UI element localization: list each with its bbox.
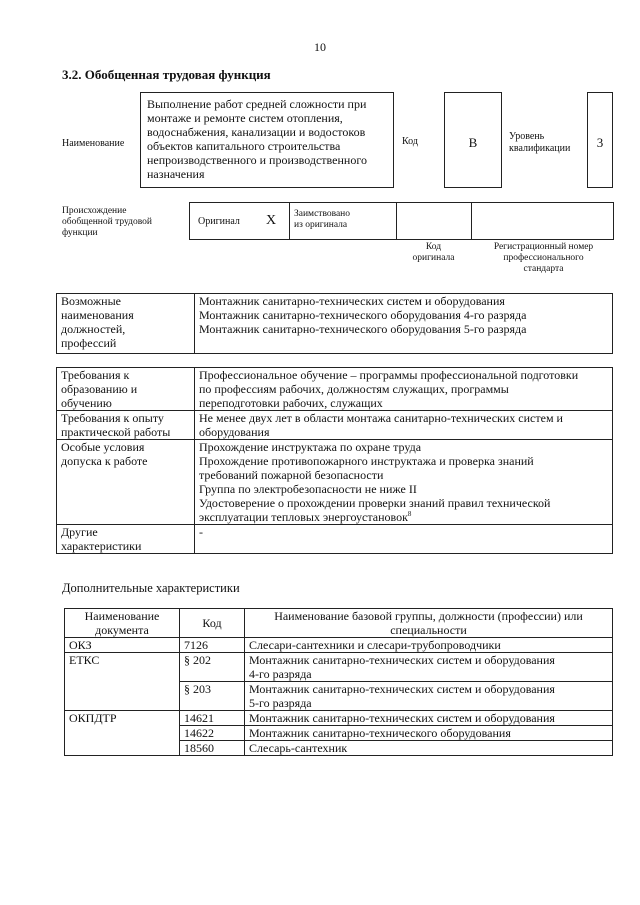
requirement-value-cell bbox=[195, 368, 613, 411]
doc-cell: ЕТКС bbox=[65, 653, 180, 711]
origin-row bbox=[189, 202, 614, 240]
name-cell bbox=[245, 726, 613, 741]
value-line: Прохождение инструктажа по охране труда bbox=[199, 440, 422, 454]
caption-line: Регистрационный номер bbox=[493, 242, 594, 252]
code-cell: § 202 bbox=[180, 653, 245, 682]
level-label-line: квалификации bbox=[509, 143, 571, 154]
table-row bbox=[65, 711, 613, 726]
code-value-box bbox=[444, 92, 502, 188]
function-name-box bbox=[140, 92, 394, 188]
table-header-row bbox=[65, 609, 613, 638]
label-line: обучению bbox=[61, 396, 112, 410]
position-item: Монтажник санитарно-технического оборудования 4-го разряда bbox=[199, 308, 527, 322]
requirement-value-cell bbox=[195, 525, 613, 554]
caption-line: оригинала bbox=[412, 253, 455, 263]
position-item: Монтажник санитарно-технического оборудования 5-го разряда bbox=[199, 322, 527, 336]
requirement-value-cell bbox=[195, 440, 613, 525]
function-name-line: Выполнение работ средней сложности при bbox=[147, 97, 367, 111]
table-row bbox=[57, 525, 613, 554]
value-line: Группа по электробезопасности не ниже II bbox=[199, 482, 417, 496]
original-mark: X bbox=[266, 213, 277, 228]
table-row bbox=[57, 368, 613, 411]
code-original-cell bbox=[397, 203, 472, 239]
requirement-label-cell bbox=[57, 525, 195, 554]
header-line: Наименование bbox=[84, 609, 160, 623]
label-line: Особые условия bbox=[61, 440, 145, 454]
name-line: 4-го разряда bbox=[249, 667, 312, 681]
origin-label-line: функции bbox=[62, 228, 98, 238]
label-line: Возможные bbox=[61, 294, 121, 308]
label-line: Другие bbox=[61, 525, 98, 539]
code-label: Код bbox=[402, 136, 418, 147]
table-row bbox=[57, 440, 613, 525]
value-line: Удостоверение о прохождении проверки знаний правил технической bbox=[199, 496, 551, 510]
page-number: 10 bbox=[314, 40, 326, 54]
positions-value-cell bbox=[195, 294, 613, 354]
label-line: профессий bbox=[61, 336, 117, 350]
origin-label-line: обобщенной трудовой bbox=[62, 217, 152, 227]
value-line: переподготовки рабочих, служащих bbox=[199, 396, 383, 410]
table-row bbox=[57, 294, 613, 354]
registration-cell bbox=[472, 203, 613, 239]
name-cell bbox=[245, 638, 613, 653]
function-name-line: водоснабжения, канализации и водостоков bbox=[147, 125, 366, 139]
value-line: Не менее двух лет в области монтажа санитарно-технических систем и bbox=[199, 411, 563, 425]
name-line: Монтажник санитарно-технических систем и оборудования bbox=[249, 653, 555, 667]
code-value: B bbox=[468, 135, 478, 150]
function-name-line: непроизводственного и производственного bbox=[147, 153, 367, 167]
value-line: Прохождение противопожарного инструктажа и проверка знаний bbox=[199, 454, 534, 468]
origin-label bbox=[62, 206, 152, 239]
original-cell bbox=[190, 203, 290, 239]
name-line: Монтажник санитарно-технического оборудования bbox=[249, 726, 511, 740]
registration-caption bbox=[472, 242, 615, 275]
code-original-caption bbox=[396, 242, 471, 264]
name-line: Монтажник санитарно-технических систем и оборудования bbox=[249, 711, 555, 725]
requirement-label-cell bbox=[57, 440, 195, 525]
footnote-marker: 8 bbox=[407, 510, 412, 518]
additional-title: Дополнительные характеристики bbox=[62, 581, 240, 595]
requirements-table bbox=[56, 367, 613, 554]
label-line: образованию и bbox=[61, 382, 138, 396]
requirement-value-cell bbox=[195, 411, 613, 440]
requirement-label-cell bbox=[57, 411, 195, 440]
name-line: 5-го разряда bbox=[249, 696, 312, 710]
code-cell: 14622 bbox=[180, 726, 245, 741]
label-line: Требования к опыту bbox=[61, 411, 164, 425]
label-line: Требования к bbox=[61, 368, 130, 382]
borrowed-label bbox=[294, 209, 350, 231]
table-row bbox=[57, 411, 613, 440]
value-line: требований пожарной безопасности bbox=[199, 468, 384, 482]
value-line: Профессиональное обучение – программы профессиональной подготовки bbox=[199, 368, 579, 382]
borrowed-cell bbox=[290, 203, 397, 239]
header-name bbox=[245, 609, 613, 638]
borrowed-label-line: из оригинала bbox=[294, 220, 348, 230]
level-label-line: Уровень bbox=[509, 131, 545, 142]
code-cell: 14621 bbox=[180, 711, 245, 726]
additional-table bbox=[64, 608, 613, 756]
name-cell bbox=[245, 653, 613, 682]
positions-table bbox=[56, 293, 613, 354]
table-row bbox=[65, 638, 613, 653]
label-line: практической работы bbox=[61, 425, 171, 439]
value-line: оборудования bbox=[199, 425, 270, 439]
header-line: документа bbox=[95, 623, 149, 637]
name-label: Наименование bbox=[62, 138, 125, 149]
caption-line: профессионального bbox=[503, 253, 584, 263]
table-row bbox=[65, 653, 613, 682]
name-cell bbox=[245, 682, 613, 711]
borrowed-label-line: Заимствовано bbox=[294, 209, 351, 219]
doc-cell: ОКЗ bbox=[65, 638, 180, 653]
code-cell: § 203 bbox=[180, 682, 245, 711]
header-doc bbox=[65, 609, 180, 638]
level-label bbox=[509, 131, 570, 155]
section-title: 3.2. Обобщенная трудовая функция bbox=[62, 67, 271, 82]
name-line: Слесарь-сантехник bbox=[249, 741, 348, 755]
label-line: допуска к работе bbox=[61, 454, 148, 468]
level-value-box bbox=[587, 92, 613, 188]
value-line bbox=[199, 510, 608, 524]
caption-line: стандарта bbox=[523, 264, 564, 274]
position-item: Монтажник санитарно-технических систем и оборудования bbox=[199, 294, 505, 308]
header-line: Наименование базовой группы, должности (профессии) или bbox=[274, 609, 583, 623]
function-name-line: монтаже и ремонте систем отопления, bbox=[147, 111, 343, 125]
function-name-line: назначения bbox=[147, 167, 205, 181]
name-line: Монтажник санитарно-технических систем и оборудования bbox=[249, 682, 555, 696]
label-line: должностей, bbox=[61, 322, 126, 336]
caption-line: Код bbox=[425, 242, 442, 252]
level-value: 3 bbox=[596, 135, 604, 150]
code-cell: 18560 bbox=[180, 741, 245, 756]
function-name-line: объектов капитального строительства bbox=[147, 139, 341, 153]
label-line: характеристики bbox=[61, 539, 142, 553]
name-cell bbox=[245, 711, 613, 726]
origin-label-line: Происхождение bbox=[62, 206, 127, 216]
requirement-label-cell bbox=[57, 368, 195, 411]
value-line: по профессиям рабочих, должностям служащих, программы bbox=[199, 382, 509, 396]
doc-cell: ОКПДТР bbox=[65, 711, 180, 756]
name-line: Слесари-сантехники и слесари-трубопроводчики bbox=[249, 638, 501, 652]
value-line: - bbox=[199, 525, 203, 539]
name-cell bbox=[245, 741, 613, 756]
header-line: специальности bbox=[390, 623, 467, 637]
positions-label-cell bbox=[57, 294, 195, 354]
label-line: наименования bbox=[61, 308, 134, 322]
value-text: эксплуатации тепловых энергоустановок bbox=[199, 510, 408, 524]
code-cell: 7126 bbox=[180, 638, 245, 653]
original-label: Оригинал bbox=[198, 216, 240, 227]
header-code: Код bbox=[180, 609, 245, 638]
